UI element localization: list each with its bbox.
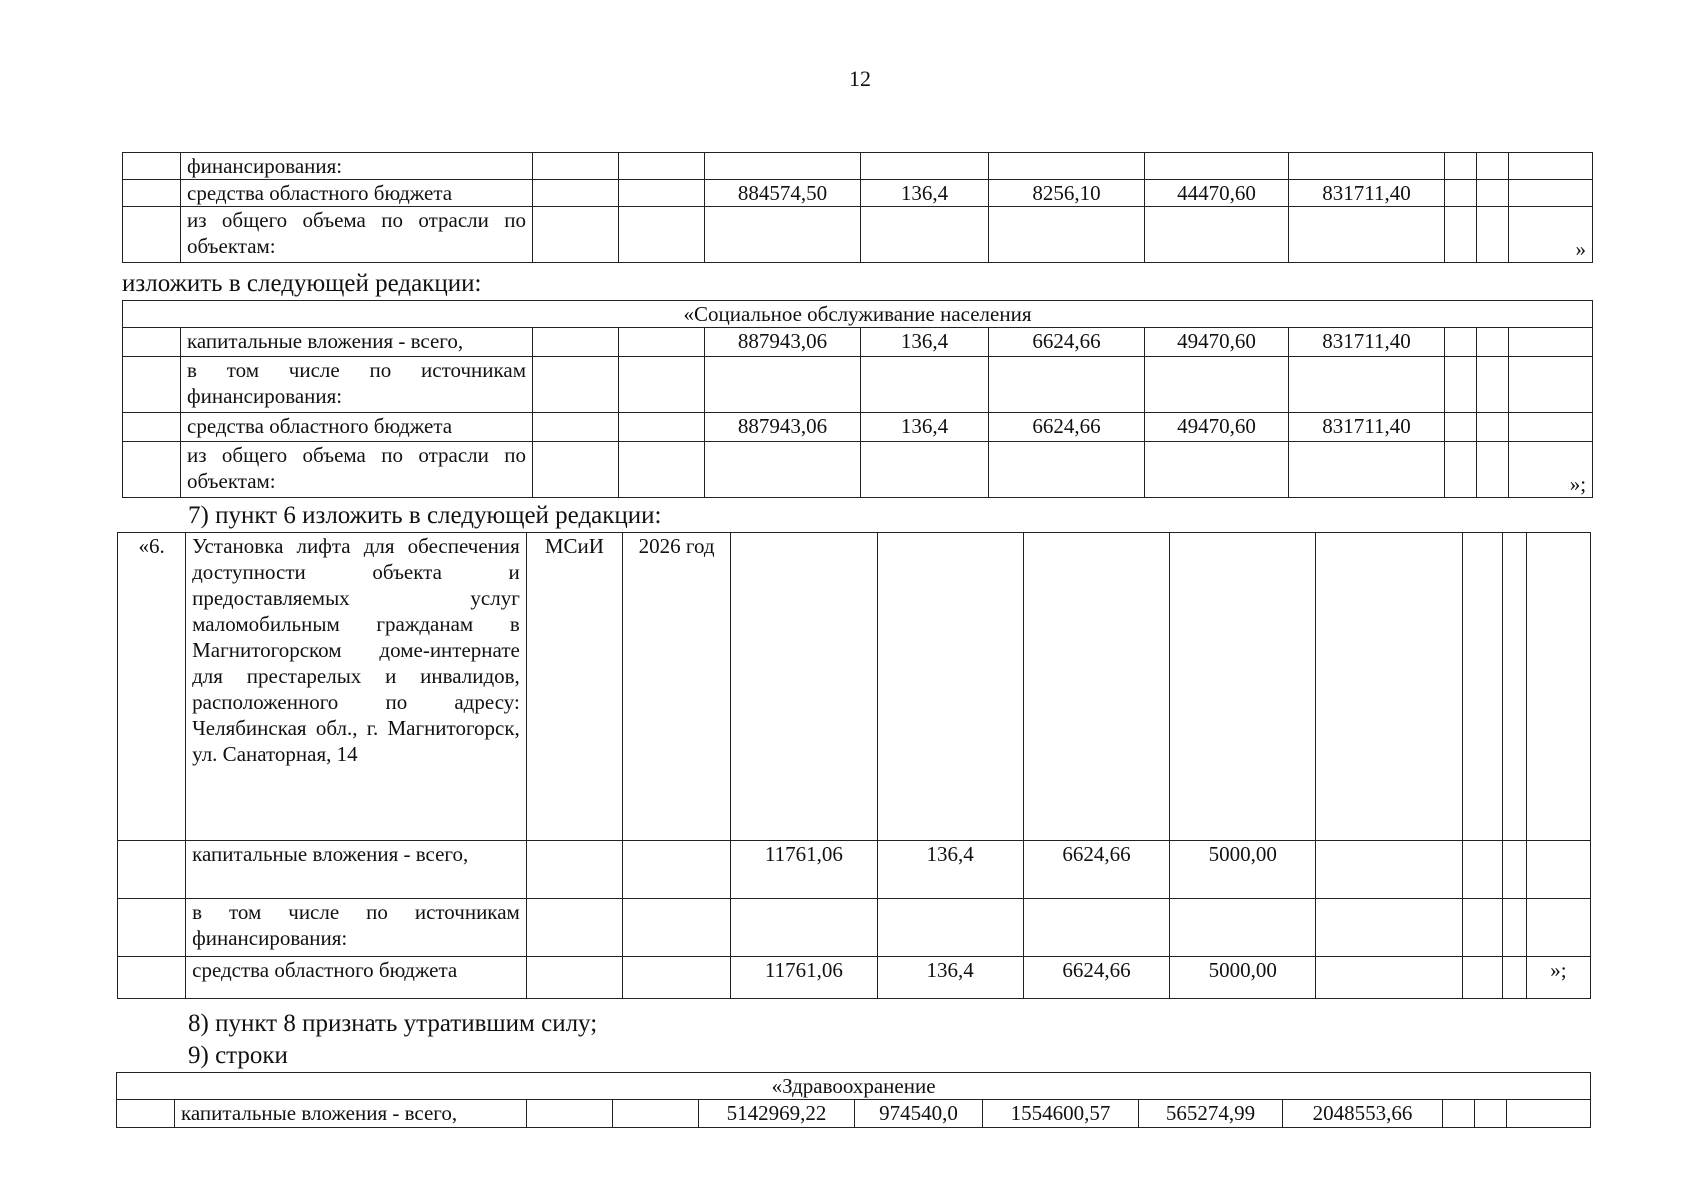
row-label: капитальные вложения - всего, [181,328,533,357]
value-year-2: 8256,10 [989,180,1145,207]
value-year-4: 831711,40 [1289,180,1445,207]
row-label: в том числе по источникам финансирования: [181,357,533,413]
table-item-6 [117,532,1591,999]
value-year-1: 136,4 [861,180,989,207]
closing-quote: » [1509,207,1593,263]
table-row [118,899,1591,957]
table-row [123,301,1593,328]
row-label: средства областного бюджета [181,180,533,207]
table-row [123,180,1593,207]
closing-quote: »; [1509,442,1593,498]
table-row [123,442,1593,498]
table-row [123,328,1593,357]
value-year-1: 136,4 [877,841,1023,899]
row-label: из общего объема по отрасли по объектам: [181,207,533,263]
value-total: 11761,06 [731,841,877,899]
section-header: «Социальное обслуживание населения [123,301,1593,328]
value-total: 887943,06 [705,413,861,442]
object-name: Установка лифта для обеспечения доступности объекта и предоставляемых услуг маломобильным гражданам в Магнитогорском доме-интернате для престарелых и инвалидов, расположенного по адресу: Челябинская обл., г. Магнитогорск, ул. Санаторная, 14 [186,533,527,841]
value-year-1: 974540,0 [855,1100,983,1128]
value-year-2: 6624,66 [989,413,1145,442]
instruction-text: 9) строки [188,1042,288,1069]
value-year-3: 5000,00 [1170,957,1316,999]
value-year-3: 44470,60 [1145,180,1289,207]
period: 2026 год [623,533,731,841]
item-number: «6. [118,533,186,841]
value-year-2: 1554600,57 [983,1100,1139,1128]
value-year-4: 831711,40 [1289,413,1445,442]
value-year-3: 49470,60 [1145,413,1289,442]
row-label: капитальные вложения - всего, [186,841,527,899]
instruction-text: 7) пункт 6 изложить в следующей редакции: [188,502,662,529]
instruction-text: изложить в следующей редакции: [122,270,482,297]
row-label: капитальные вложения - всего, [175,1100,527,1128]
table-row [117,1073,1591,1100]
row-label: средства областного бюджета [181,413,533,442]
table-row [118,533,1591,841]
table-row [123,207,1593,263]
table-health [116,1072,1591,1128]
section-header: «Здравоохранение [117,1073,1591,1100]
instruction-text: 8) пункт 8 признать утратившим силу; [188,1010,598,1037]
row-label: финансирования: [181,153,533,180]
value-year-2: 6624,66 [1023,841,1169,899]
row-label: средства областного бюджета [186,957,527,999]
row-label: в том числе по источникам финансирования: [186,899,527,957]
table-row [123,357,1593,413]
value-year-1: 136,4 [861,413,989,442]
table-row [118,957,1591,999]
value-total: 887943,06 [705,328,861,357]
table-social-new [122,300,1593,498]
table-row [117,1100,1591,1128]
value-year-4: 2048553,66 [1283,1100,1443,1128]
value-year-3: 49470,60 [1145,328,1289,357]
value-year-1: 136,4 [877,957,1023,999]
value-year-3: 5000,00 [1170,841,1316,899]
value-year-3: 565274,99 [1139,1100,1283,1128]
value-total: 884574,50 [705,180,861,207]
page-number: 12 [849,66,871,91]
table-row [123,413,1593,442]
table-row [123,153,1593,180]
value-total: 11761,06 [731,957,877,999]
value-year-2: 6624,66 [1023,957,1169,999]
value-total: 5142969,22 [699,1100,855,1128]
value-year-4: 831711,40 [1289,328,1445,357]
value-year-1: 136,4 [861,328,989,357]
value-year-2: 6624,66 [989,328,1145,357]
row-label: из общего объема по отрасли по объектам: [181,442,533,498]
closing-quote: »; [1526,957,1590,999]
table-social-old [122,152,1593,263]
table-row [118,841,1591,899]
customer: МСиИ [526,533,622,841]
